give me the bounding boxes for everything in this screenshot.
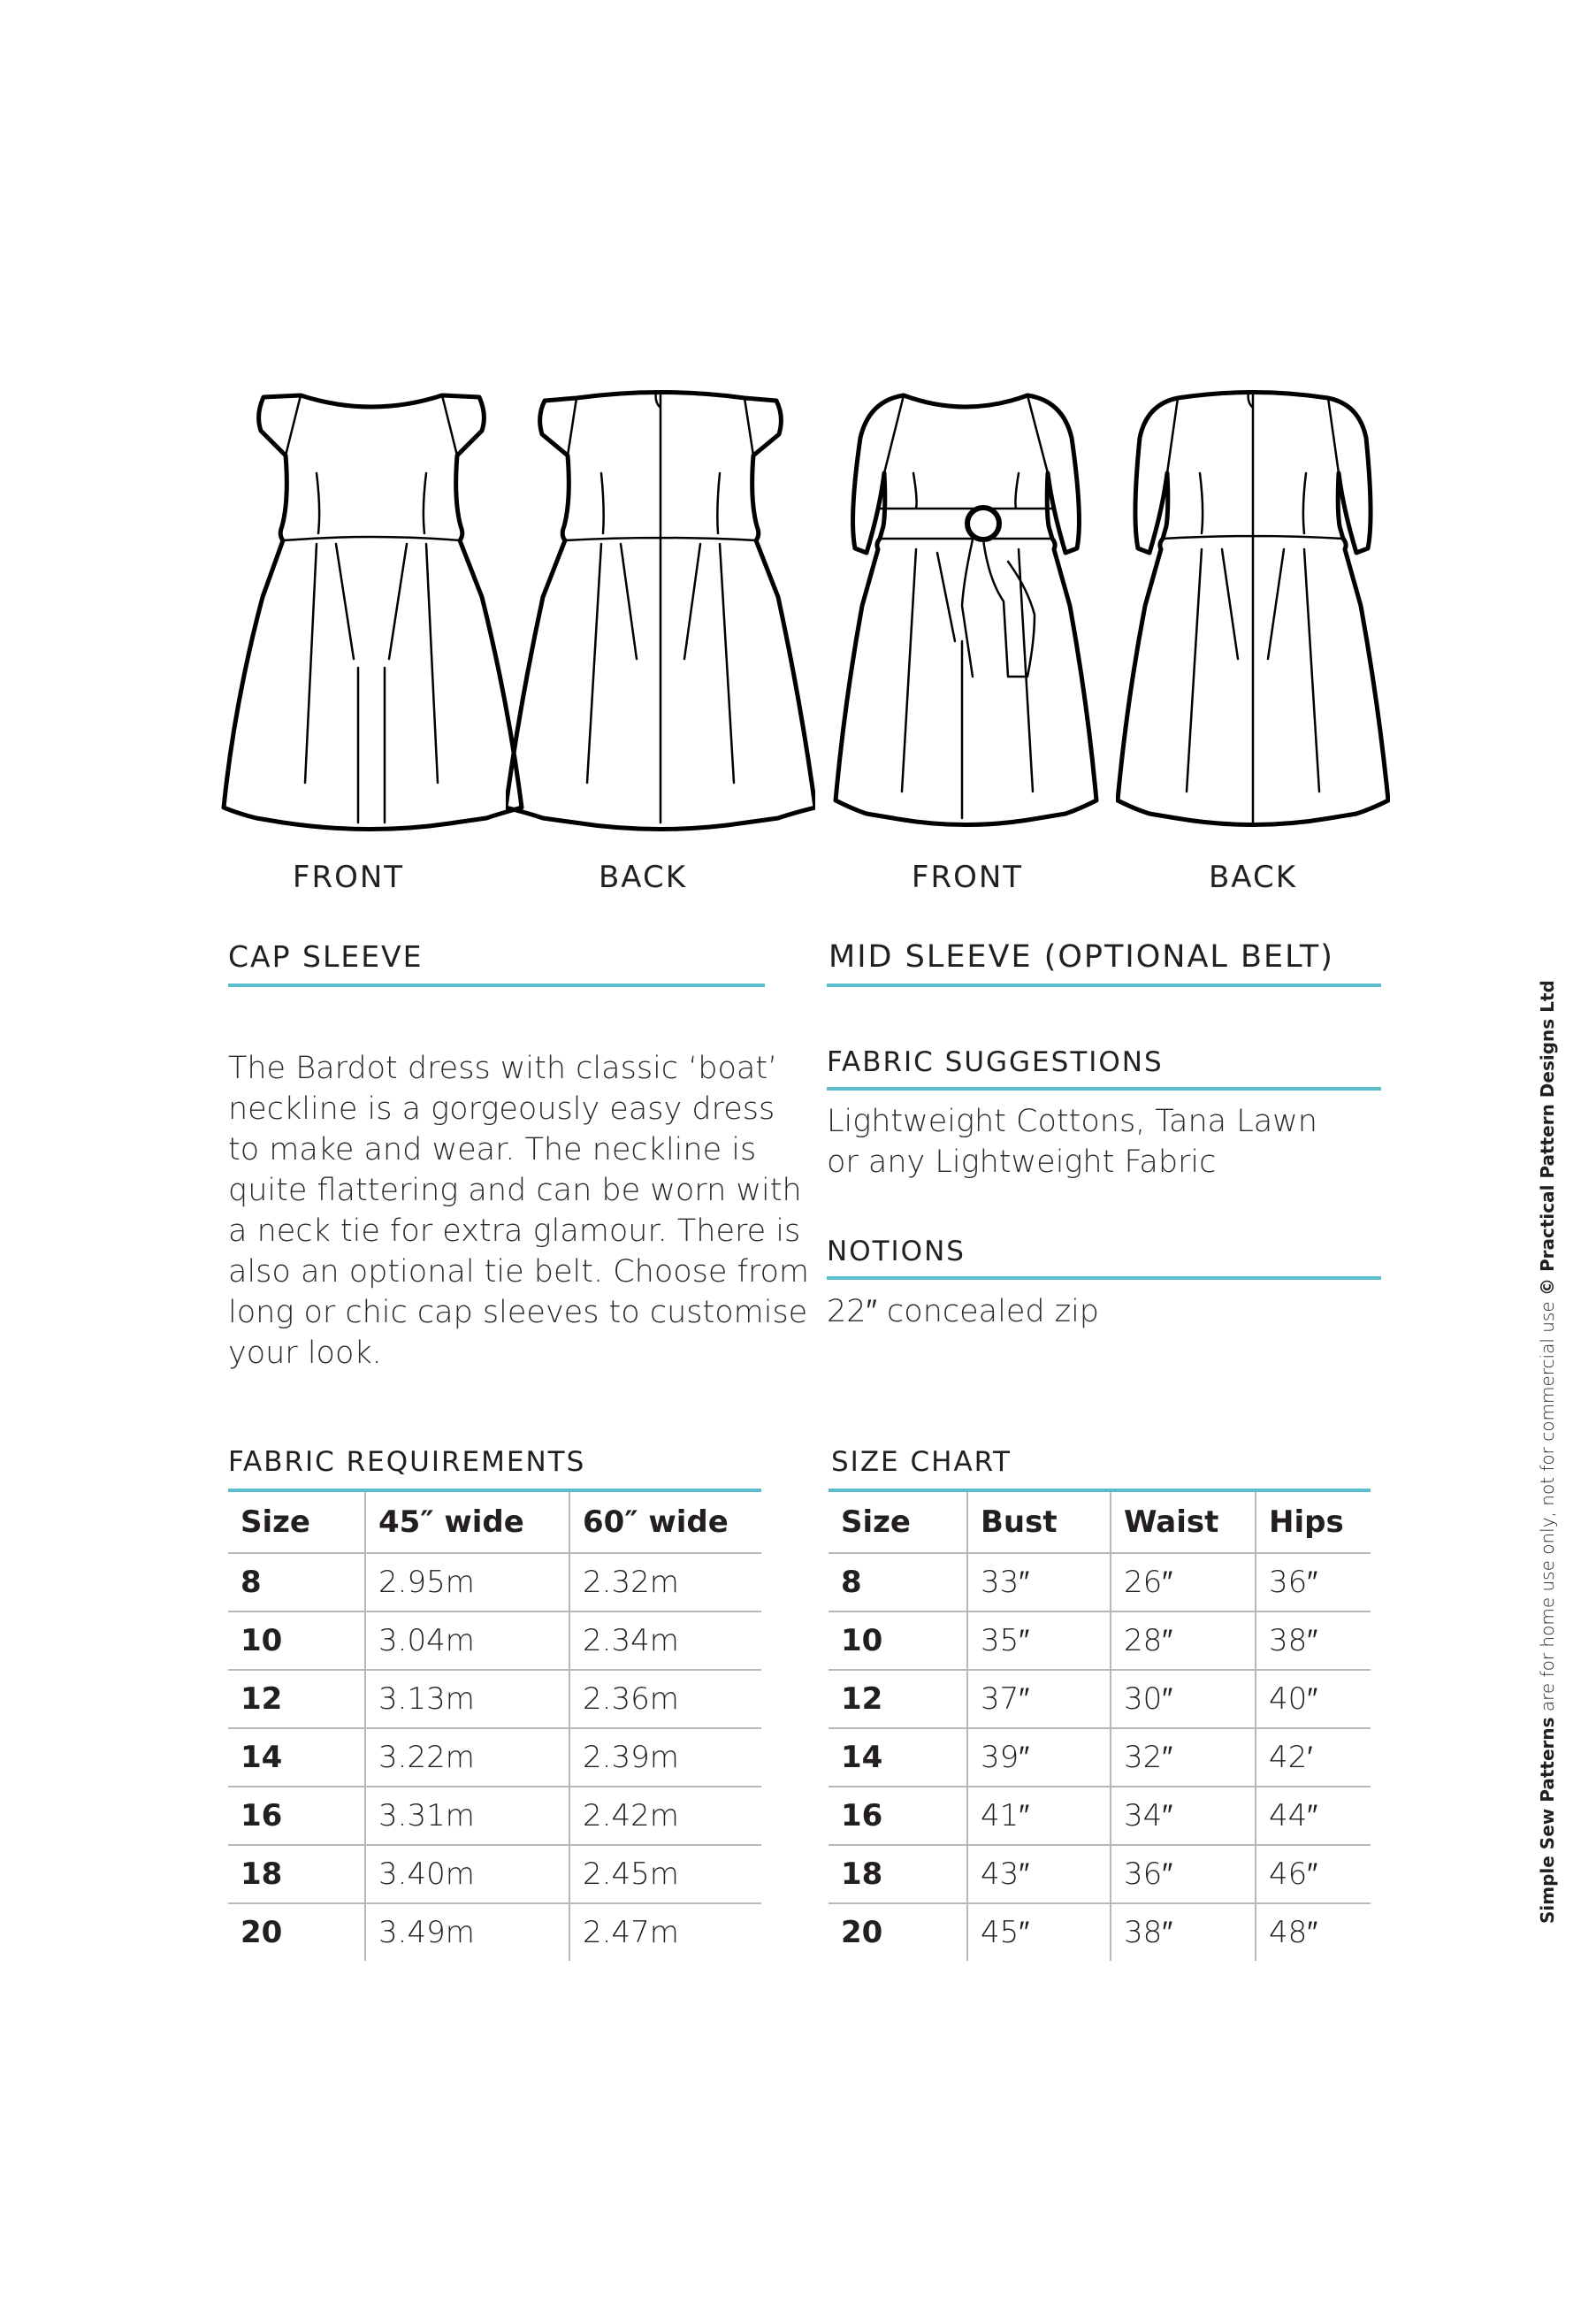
- table-row: [228, 1845, 761, 1903]
- column-header: 60″ wide: [569, 1492, 761, 1553]
- description-line: your look.: [228, 1336, 382, 1371]
- table-cell: 43″: [967, 1845, 1111, 1903]
- table-cell: 2.95m: [365, 1553, 569, 1611]
- table-row: [228, 1611, 761, 1670]
- notions-text: 22″ concealed zip: [827, 1294, 1100, 1329]
- table-cell: 37″: [967, 1670, 1111, 1728]
- size-chart-heading: SIZE CHART: [831, 1446, 1012, 1478]
- table-cell: 39″: [967, 1728, 1111, 1787]
- table-cell: 26″: [1111, 1553, 1256, 1611]
- table-cell: 35″: [967, 1611, 1111, 1670]
- fabric-suggestions-heading: FABRIC SUGGESTIONS: [827, 1046, 1164, 1078]
- brand-name: Simple Sew Patterns: [1537, 1717, 1558, 1924]
- copyright-holder: © Practical Pattern Designs Ltd: [1537, 980, 1558, 1296]
- description-line: The Bardot dress with classic ‘boat’: [228, 1051, 778, 1086]
- size-cell: 10: [228, 1611, 365, 1670]
- table-row: [829, 1903, 1371, 1961]
- table-cell: 2.42m: [569, 1787, 761, 1845]
- fabric-suggestion-line: Lightweight Cottons, Tana Lawn: [827, 1104, 1317, 1139]
- notions-rule: [827, 1276, 1381, 1280]
- table-cell: 2.34m: [569, 1611, 761, 1670]
- table-cell: 38″: [1256, 1611, 1371, 1670]
- cap-sleeve-front-sketch: [217, 376, 526, 836]
- table-cell: 2.47m: [569, 1903, 761, 1961]
- description-line: long or chic cap sleeves to customise: [228, 1295, 808, 1330]
- table-cell: 44″: [1256, 1787, 1371, 1845]
- size-cell: 12: [228, 1670, 365, 1728]
- table-row: [829, 1787, 1371, 1845]
- table-cell: 42′: [1256, 1728, 1371, 1787]
- table-cell: 3.22m: [365, 1728, 569, 1787]
- table-cell: 3.49m: [365, 1903, 569, 1961]
- size-cell: 16: [228, 1787, 365, 1845]
- table-cell: 3.13m: [365, 1670, 569, 1728]
- size-cell: 20: [241, 1915, 283, 1950]
- column-header: Bust: [967, 1492, 1111, 1553]
- table-cell: 3.40m: [365, 1845, 569, 1903]
- table-cell: 45″: [967, 1903, 1111, 1961]
- size-cell: 18: [829, 1845, 967, 1903]
- table-cell: 3.31m: [365, 1787, 569, 1845]
- description: [228, 1048, 809, 1374]
- table-cell: 2.32m: [569, 1553, 761, 1611]
- table-cell: 46″: [1256, 1845, 1371, 1903]
- table-cell: 2.39m: [569, 1728, 761, 1787]
- description-line: quite flattering and can be worn with: [228, 1173, 802, 1208]
- size-cell: 8: [228, 1553, 365, 1611]
- copyright-notice: [1537, 980, 1558, 1924]
- table-cell: 2.36m: [569, 1670, 761, 1728]
- table-cell: 48″: [1256, 1903, 1371, 1961]
- table-cell: 40″: [1256, 1670, 1371, 1728]
- cap-back-label: BACK: [598, 860, 688, 895]
- column-header: Hips: [1256, 1492, 1371, 1553]
- table-cell: 30″: [1111, 1670, 1256, 1728]
- size-cell: 12: [829, 1670, 967, 1728]
- mid-back-label: BACK: [1208, 860, 1298, 895]
- column-header: Size: [228, 1492, 365, 1553]
- table-row: [829, 1845, 1371, 1903]
- size-cell: 16: [829, 1787, 967, 1845]
- size-cell: 14: [829, 1728, 967, 1787]
- table-cell: 36″: [1111, 1845, 1256, 1903]
- mid-sleeve-front-sketch: [831, 376, 1101, 836]
- size-chart-table: [829, 1492, 1371, 1961]
- table-cell: 32″: [1111, 1728, 1256, 1787]
- table-cell: 28″: [1111, 1611, 1256, 1670]
- mid-front-label: FRONT: [911, 860, 1024, 895]
- table-cell: 41″: [967, 1787, 1111, 1845]
- notions-heading: NOTIONS: [827, 1236, 966, 1267]
- size-cell: 8: [829, 1553, 967, 1611]
- description-line: to make and wear. The neckline is: [228, 1132, 757, 1167]
- fabric-suggestion-line: or any Lightweight Fabric: [827, 1144, 1217, 1180]
- description-line: neckline is a gorgeously easy dress: [228, 1091, 775, 1127]
- table-row: [829, 1553, 1371, 1611]
- table-row: [228, 1728, 761, 1787]
- table-cell: 2.45m: [569, 1845, 761, 1903]
- mid-sleeve-back-sketch: [1116, 376, 1390, 836]
- table-row: [228, 1670, 761, 1728]
- table-cell: 38″: [1111, 1903, 1256, 1961]
- description-line: a neck tie for extra glamour. There is: [228, 1213, 801, 1249]
- usage-notice: are for home use only, not for commercial use: [1537, 1296, 1558, 1718]
- mid-sleeve-rule: [827, 984, 1381, 987]
- fabric-requirements-heading: FABRIC REQUIREMENTS: [228, 1446, 586, 1478]
- column-header: 45″ wide: [365, 1492, 569, 1553]
- mid-sleeve-heading: MID SLEEVE (OPTIONAL BELT): [829, 939, 1334, 975]
- table-header-row: [228, 1492, 761, 1553]
- column-header: Waist: [1111, 1492, 1256, 1553]
- cap-sleeve-heading: CAP SLEEVE: [228, 939, 424, 974]
- cap-sleeve-rule: [228, 984, 765, 987]
- column-header: Size: [829, 1492, 967, 1553]
- cap-front-label: FRONT: [292, 860, 405, 895]
- table-cell: 33″: [967, 1553, 1111, 1611]
- table-row: [228, 1787, 761, 1845]
- table-row: [829, 1670, 1371, 1728]
- table-cell: 36″: [1256, 1553, 1371, 1611]
- cap-sleeve-back-sketch: [506, 376, 815, 836]
- size-cell: 14: [228, 1728, 365, 1787]
- description-line: also an optional tie belt. Choose from: [228, 1254, 810, 1290]
- size-cell: 20: [841, 1915, 883, 1950]
- table-row: [228, 1903, 761, 1961]
- fabric-suggestions-text: [827, 1101, 1317, 1183]
- table-header-row: [829, 1492, 1371, 1553]
- fabric-suggestions-rule: [827, 1087, 1381, 1091]
- table-row: [829, 1728, 1371, 1787]
- table-cell: 34″: [1111, 1787, 1256, 1845]
- size-cell: 10: [829, 1611, 967, 1670]
- fabric-requirements-table: [228, 1492, 761, 1961]
- size-cell: 18: [228, 1845, 365, 1903]
- table-cell: 3.04m: [365, 1611, 569, 1670]
- table-row: [829, 1611, 1371, 1670]
- table-row: [228, 1553, 761, 1611]
